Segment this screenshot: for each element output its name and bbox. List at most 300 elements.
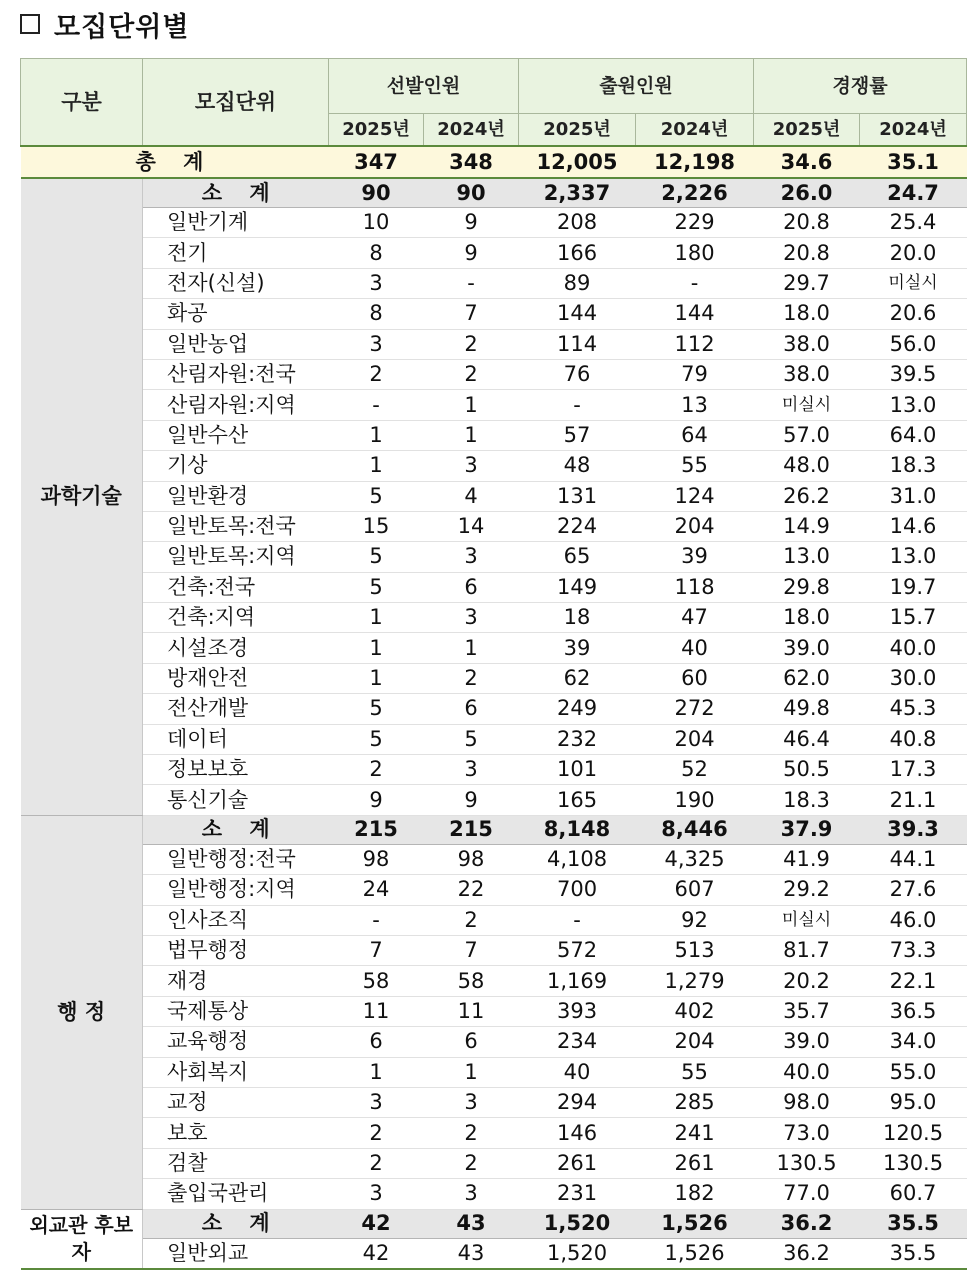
- cell-ratio-2024: 미실시: [860, 268, 967, 298]
- cell-applied-2024: 144: [636, 299, 754, 329]
- unit-name: 건축:지역: [143, 603, 329, 633]
- cell-selected-2024: 1: [424, 390, 519, 420]
- header-applied: 출원인원: [519, 59, 754, 114]
- cell-applied-2024: 79: [636, 359, 754, 389]
- unit-name: 법무행정: [143, 935, 329, 965]
- subtotal-row: [21, 178, 967, 208]
- unit-name: 교정: [143, 1087, 329, 1117]
- table-row: [21, 481, 967, 511]
- total-selected-2025: 347: [329, 146, 424, 178]
- table-row: [21, 1238, 967, 1269]
- cell-applied-2025: 1,169: [519, 966, 636, 996]
- cell-selected-2024: 98: [424, 844, 519, 874]
- cell-selected-2024: 7: [424, 935, 519, 965]
- cell-selected-2025: 1: [329, 451, 424, 481]
- cell-selected-2025: 3: [329, 1087, 424, 1117]
- total-ratio-2024: 35.1: [860, 146, 967, 178]
- total-selected-2024: 348: [424, 146, 519, 178]
- cell-applied-2024: 47: [636, 603, 754, 633]
- unit-name: 보호: [143, 1118, 329, 1148]
- cell-applied-2024: 261: [636, 1148, 754, 1178]
- cell-selected-2025: 42: [329, 1238, 424, 1269]
- cell-ratio-2025: 130.5: [754, 1148, 860, 1178]
- table-row: [21, 996, 967, 1026]
- unit-name: 검찰: [143, 1148, 329, 1178]
- cell-ratio-2024: 34.0: [860, 1027, 967, 1057]
- cell-ratio-2025: 40.0: [754, 1057, 860, 1087]
- cell-selected-2024: 3: [424, 451, 519, 481]
- cell-ratio-2024: 21.1: [860, 785, 967, 815]
- subtotal-ratio-2025: 37.9: [754, 815, 860, 844]
- table-row: [21, 572, 967, 602]
- unit-name: 방재안전: [143, 663, 329, 693]
- cell-selected-2025: 3: [329, 1179, 424, 1209]
- cell-applied-2025: 57: [519, 420, 636, 450]
- unit-name: 국제통상: [143, 996, 329, 1026]
- subtotal-applied-2025: 8,148: [519, 815, 636, 844]
- group-label: 외교관 후보자: [21, 1209, 143, 1269]
- cell-selected-2025: 1: [329, 420, 424, 450]
- unit-name: 출입국관리: [143, 1179, 329, 1209]
- cell-selected-2024: 2: [424, 1148, 519, 1178]
- table-row: [21, 844, 967, 874]
- cell-applied-2025: 572: [519, 935, 636, 965]
- subtotal-applied-2024: 2,226: [636, 178, 754, 208]
- cell-ratio-2025: 41.9: [754, 844, 860, 874]
- cell-selected-2024: 9: [424, 785, 519, 815]
- cell-applied-2024: 204: [636, 511, 754, 541]
- cell-ratio-2025: 73.0: [754, 1118, 860, 1148]
- total-label: 총 계: [21, 146, 329, 178]
- subtotal-selected-2025: 215: [329, 815, 424, 844]
- table-row: [21, 329, 967, 359]
- cell-ratio-2024: 15.7: [860, 603, 967, 633]
- table-row: [21, 755, 967, 785]
- cell-selected-2024: 3: [424, 1179, 519, 1209]
- cell-selected-2024: 2: [424, 663, 519, 693]
- cell-selected-2025: 5: [329, 572, 424, 602]
- unit-name: 인사조직: [143, 905, 329, 935]
- cell-ratio-2024: 39.5: [860, 359, 967, 389]
- cell-applied-2025: 149: [519, 572, 636, 602]
- total-applied-2024: 12,198: [636, 146, 754, 178]
- subtotal-row: [21, 1209, 967, 1238]
- cell-applied-2025: 165: [519, 785, 636, 815]
- cell-applied-2025: 231: [519, 1179, 636, 1209]
- unit-name: 재경: [143, 966, 329, 996]
- cell-ratio-2025: 29.2: [754, 875, 860, 905]
- cell-selected-2025: 5: [329, 694, 424, 724]
- cell-ratio-2025: 미실시: [754, 390, 860, 420]
- table-row: [21, 299, 967, 329]
- cell-applied-2025: 131: [519, 481, 636, 511]
- cell-ratio-2024: 17.3: [860, 755, 967, 785]
- cell-selected-2024: 6: [424, 572, 519, 602]
- cell-applied-2024: 204: [636, 724, 754, 754]
- cell-ratio-2024: 14.6: [860, 511, 967, 541]
- cell-selected-2024: 4: [424, 481, 519, 511]
- unit-name: 전자(신설): [143, 268, 329, 298]
- cell-ratio-2024: 60.7: [860, 1179, 967, 1209]
- total-ratio-2025: 34.6: [754, 146, 860, 178]
- cell-applied-2024: 204: [636, 1027, 754, 1057]
- header-ratio-2024: 2024년: [860, 114, 967, 147]
- cell-applied-2024: 60: [636, 663, 754, 693]
- cell-selected-2025: 98: [329, 844, 424, 874]
- subtotal-label: 소 계: [143, 1209, 329, 1238]
- cell-applied-2024: 1,526: [636, 1238, 754, 1269]
- group-label: 과학기술: [21, 178, 143, 815]
- cell-selected-2024: 2: [424, 329, 519, 359]
- cell-ratio-2024: 46.0: [860, 905, 967, 935]
- header-ratio: 경쟁률: [754, 59, 967, 114]
- cell-applied-2025: 144: [519, 299, 636, 329]
- cell-ratio-2024: 44.1: [860, 844, 967, 874]
- table-row: [21, 966, 967, 996]
- unit-name: 전기: [143, 238, 329, 268]
- cell-ratio-2025: 38.0: [754, 329, 860, 359]
- cell-applied-2025: 261: [519, 1148, 636, 1178]
- table-row: [21, 1027, 967, 1057]
- unit-name: 일반토목:지역: [143, 542, 329, 572]
- table-row: [21, 420, 967, 450]
- subtotal-ratio-2024: 39.3: [860, 815, 967, 844]
- unit-name: 기상: [143, 451, 329, 481]
- cell-selected-2024: 6: [424, 1027, 519, 1057]
- cell-applied-2024: 118: [636, 572, 754, 602]
- total-applied-2025: 12,005: [519, 146, 636, 178]
- cell-applied-2024: 39: [636, 542, 754, 572]
- cell-applied-2025: 224: [519, 511, 636, 541]
- cell-ratio-2025: 98.0: [754, 1087, 860, 1117]
- subtotal-ratio-2024: 24.7: [860, 178, 967, 208]
- table-row: [21, 603, 967, 633]
- cell-ratio-2025: 18.3: [754, 785, 860, 815]
- cell-ratio-2024: 13.0: [860, 542, 967, 572]
- header-unit: 모집단위: [143, 59, 329, 147]
- unit-name: 전산개발: [143, 694, 329, 724]
- cell-applied-2025: 76: [519, 359, 636, 389]
- cell-selected-2025: 8: [329, 299, 424, 329]
- cell-selected-2025: 5: [329, 481, 424, 511]
- cell-selected-2025: 1: [329, 663, 424, 693]
- cell-applied-2024: 55: [636, 1057, 754, 1087]
- header-selected-2024: 2024년: [424, 114, 519, 147]
- cell-applied-2025: -: [519, 905, 636, 935]
- cell-applied-2025: 62: [519, 663, 636, 693]
- cell-selected-2024: 3: [424, 755, 519, 785]
- cell-selected-2025: 3: [329, 329, 424, 359]
- cell-ratio-2025: 50.5: [754, 755, 860, 785]
- cell-applied-2024: 13: [636, 390, 754, 420]
- cell-applied-2025: 166: [519, 238, 636, 268]
- cell-ratio-2025: 26.2: [754, 481, 860, 511]
- cell-applied-2024: 229: [636, 208, 754, 238]
- table-row: [21, 1057, 967, 1087]
- subtotal-label: 소 계: [143, 815, 329, 844]
- subtotal-ratio-2025: 36.2: [754, 1209, 860, 1238]
- cell-applied-2025: 40: [519, 1057, 636, 1087]
- cell-applied-2024: 92: [636, 905, 754, 935]
- cell-applied-2025: 146: [519, 1118, 636, 1148]
- table-row: [21, 208, 967, 238]
- cell-applied-2024: 52: [636, 755, 754, 785]
- cell-selected-2024: 22: [424, 875, 519, 905]
- group-label: 행 정: [21, 815, 143, 1209]
- cell-ratio-2024: 22.1: [860, 966, 967, 996]
- cell-ratio-2024: 120.5: [860, 1118, 967, 1148]
- cell-selected-2024: 9: [424, 238, 519, 268]
- cell-selected-2024: 1: [424, 420, 519, 450]
- cell-selected-2025: -: [329, 390, 424, 420]
- cell-selected-2025: 3: [329, 268, 424, 298]
- unit-name: 일반토목:전국: [143, 511, 329, 541]
- cell-ratio-2024: 25.4: [860, 208, 967, 238]
- cell-applied-2024: 180: [636, 238, 754, 268]
- table-row: [21, 511, 967, 541]
- unit-name: 정보보호: [143, 755, 329, 785]
- unit-name: 산림자원:지역: [143, 390, 329, 420]
- cell-selected-2025: 5: [329, 542, 424, 572]
- cell-applied-2025: 393: [519, 996, 636, 1026]
- cell-ratio-2024: 40.8: [860, 724, 967, 754]
- cell-selected-2024: 2: [424, 905, 519, 935]
- unit-name: 산림자원:전국: [143, 359, 329, 389]
- cell-ratio-2024: 55.0: [860, 1057, 967, 1087]
- cell-ratio-2025: 20.8: [754, 208, 860, 238]
- cell-selected-2025: 1: [329, 633, 424, 663]
- cell-ratio-2025: 49.8: [754, 694, 860, 724]
- cell-selected-2025: 8: [329, 238, 424, 268]
- unit-name: 일반환경: [143, 481, 329, 511]
- table-row: [21, 785, 967, 815]
- cell-selected-2025: 10: [329, 208, 424, 238]
- subtotal-label: 소 계: [143, 178, 329, 208]
- cell-selected-2024: 5: [424, 724, 519, 754]
- cell-selected-2024: 1: [424, 633, 519, 663]
- cell-applied-2025: 48: [519, 451, 636, 481]
- cell-ratio-2025: 48.0: [754, 451, 860, 481]
- subtotal-ratio-2025: 26.0: [754, 178, 860, 208]
- section-title: [20, 6, 189, 42]
- cell-applied-2025: 234: [519, 1027, 636, 1057]
- table-row: [21, 694, 967, 724]
- cell-applied-2024: -: [636, 268, 754, 298]
- table-row: [21, 238, 967, 268]
- cell-ratio-2025: 46.4: [754, 724, 860, 754]
- subtotal-applied-2025: 2,337: [519, 178, 636, 208]
- cell-ratio-2025: 39.0: [754, 1027, 860, 1057]
- cell-ratio-2025: 20.8: [754, 238, 860, 268]
- cell-ratio-2024: 30.0: [860, 663, 967, 693]
- cell-selected-2024: 3: [424, 603, 519, 633]
- cell-ratio-2024: 95.0: [860, 1087, 967, 1117]
- cell-selected-2025: 11: [329, 996, 424, 1026]
- unit-name: 시설조경: [143, 633, 329, 663]
- cell-applied-2025: 232: [519, 724, 636, 754]
- cell-ratio-2025: 13.0: [754, 542, 860, 572]
- unit-name: 데이터: [143, 724, 329, 754]
- table-row: [21, 1118, 967, 1148]
- cell-ratio-2025: 29.8: [754, 572, 860, 602]
- header-ratio-2025: 2025년: [754, 114, 860, 147]
- cell-selected-2024: 2: [424, 1118, 519, 1148]
- cell-ratio-2025: 38.0: [754, 359, 860, 389]
- cell-ratio-2024: 73.3: [860, 935, 967, 965]
- cell-ratio-2025: 18.0: [754, 603, 860, 633]
- cell-selected-2024: 6: [424, 694, 519, 724]
- cell-ratio-2024: 36.5: [860, 996, 967, 1026]
- cell-applied-2025: 208: [519, 208, 636, 238]
- section-title-text: 모집단위별: [54, 11, 190, 43]
- subtotal-applied-2024: 8,446: [636, 815, 754, 844]
- cell-ratio-2024: 40.0: [860, 633, 967, 663]
- cell-ratio-2024: 18.3: [860, 451, 967, 481]
- cell-applied-2025: 89: [519, 268, 636, 298]
- cell-applied-2025: 294: [519, 1087, 636, 1117]
- cell-ratio-2024: 45.3: [860, 694, 967, 724]
- unit-name: 건축:전국: [143, 572, 329, 602]
- cell-ratio-2025: 미실시: [754, 905, 860, 935]
- table-row: [21, 542, 967, 572]
- cell-selected-2024: 58: [424, 966, 519, 996]
- header-applied-2024: 2024년: [636, 114, 754, 147]
- cell-ratio-2024: 20.0: [860, 238, 967, 268]
- cell-selected-2025: 24: [329, 875, 424, 905]
- cell-applied-2024: 64: [636, 420, 754, 450]
- subtotal-selected-2024: 215: [424, 815, 519, 844]
- unit-name: 사회복지: [143, 1057, 329, 1087]
- cell-selected-2025: 6: [329, 1027, 424, 1057]
- unit-name: 화공: [143, 299, 329, 329]
- cell-applied-2024: 55: [636, 451, 754, 481]
- cell-applied-2025: 18: [519, 603, 636, 633]
- cell-ratio-2025: 39.0: [754, 633, 860, 663]
- unit-name: 일반농업: [143, 329, 329, 359]
- table-row: [21, 451, 967, 481]
- cell-selected-2024: 3: [424, 1087, 519, 1117]
- cell-ratio-2024: 64.0: [860, 420, 967, 450]
- header-selected-2025: 2025년: [329, 114, 424, 147]
- cell-selected-2025: 7: [329, 935, 424, 965]
- cell-applied-2025: 1,520: [519, 1238, 636, 1269]
- cell-applied-2024: 285: [636, 1087, 754, 1117]
- table-row: [21, 935, 967, 965]
- unit-name: 일반외교: [143, 1238, 329, 1269]
- cell-selected-2025: 2: [329, 1148, 424, 1178]
- header-applied-2025: 2025년: [519, 114, 636, 147]
- cell-applied-2024: 112: [636, 329, 754, 359]
- subtotal-applied-2024: 1,526: [636, 1209, 754, 1238]
- cell-applied-2024: 241: [636, 1118, 754, 1148]
- cell-selected-2025: 1: [329, 603, 424, 633]
- subtotal-selected-2025: 42: [329, 1209, 424, 1238]
- cell-applied-2025: 700: [519, 875, 636, 905]
- subtotal-selected-2025: 90: [329, 178, 424, 208]
- cell-ratio-2025: 57.0: [754, 420, 860, 450]
- table-row: [21, 724, 967, 754]
- cell-selected-2025: 9: [329, 785, 424, 815]
- cell-applied-2024: 40: [636, 633, 754, 663]
- cell-ratio-2025: 29.7: [754, 268, 860, 298]
- cell-ratio-2024: 19.7: [860, 572, 967, 602]
- unit-name: 통신기술: [143, 785, 329, 815]
- cell-ratio-2024: 13.0: [860, 390, 967, 420]
- cell-applied-2024: 190: [636, 785, 754, 815]
- cell-applied-2025: 4,108: [519, 844, 636, 874]
- cell-selected-2025: 2: [329, 359, 424, 389]
- unit-name: 일반수산: [143, 420, 329, 450]
- table-row: [21, 905, 967, 935]
- cell-ratio-2025: 62.0: [754, 663, 860, 693]
- subtotal-selected-2024: 43: [424, 1209, 519, 1238]
- cell-applied-2025: -: [519, 390, 636, 420]
- cell-selected-2025: -: [329, 905, 424, 935]
- table-row: [21, 1179, 967, 1209]
- cell-applied-2024: 1,279: [636, 966, 754, 996]
- cell-selected-2024: 1: [424, 1057, 519, 1087]
- unit-name: 일반행정:전국: [143, 844, 329, 874]
- cell-applied-2025: 114: [519, 329, 636, 359]
- cell-ratio-2025: 77.0: [754, 1179, 860, 1209]
- cell-applied-2024: 124: [636, 481, 754, 511]
- cell-selected-2024: 11: [424, 996, 519, 1026]
- cell-ratio-2025: 20.2: [754, 966, 860, 996]
- cell-selected-2024: 9: [424, 208, 519, 238]
- table-row: [21, 875, 967, 905]
- checkbox-square-icon: [20, 14, 40, 34]
- cell-ratio-2025: 81.7: [754, 935, 860, 965]
- cell-ratio-2024: 130.5: [860, 1148, 967, 1178]
- cell-selected-2025: 1: [329, 1057, 424, 1087]
- cell-applied-2024: 402: [636, 996, 754, 1026]
- table-row: [21, 663, 967, 693]
- table-row: [21, 1148, 967, 1178]
- header-category: 구분: [21, 59, 143, 147]
- subtotal-ratio-2024: 35.5: [860, 1209, 967, 1238]
- cell-ratio-2024: 56.0: [860, 329, 967, 359]
- cell-ratio-2025: 18.0: [754, 299, 860, 329]
- header-selected: 선발인원: [329, 59, 519, 114]
- cell-selected-2025: 2: [329, 755, 424, 785]
- table-row: [21, 633, 967, 663]
- cell-selected-2025: 2: [329, 1118, 424, 1148]
- cell-ratio-2024: 20.6: [860, 299, 967, 329]
- cell-selected-2025: 15: [329, 511, 424, 541]
- cell-selected-2025: 5: [329, 724, 424, 754]
- cell-applied-2024: 4,325: [636, 844, 754, 874]
- cell-selected-2024: 7: [424, 299, 519, 329]
- cell-applied-2024: 607: [636, 875, 754, 905]
- unit-name: 일반기계: [143, 208, 329, 238]
- cell-applied-2024: 182: [636, 1179, 754, 1209]
- cell-applied-2024: 272: [636, 694, 754, 724]
- cell-applied-2025: 65: [519, 542, 636, 572]
- cell-ratio-2025: 14.9: [754, 511, 860, 541]
- cell-selected-2024: -: [424, 268, 519, 298]
- recruitment-table: [20, 58, 967, 1270]
- cell-ratio-2024: 31.0: [860, 481, 967, 511]
- cell-selected-2025: 58: [329, 966, 424, 996]
- subtotal-applied-2025: 1,520: [519, 1209, 636, 1238]
- subtotal-selected-2024: 90: [424, 178, 519, 208]
- subtotal-row: [21, 815, 967, 844]
- cell-applied-2024: 513: [636, 935, 754, 965]
- cell-ratio-2025: 36.2: [754, 1238, 860, 1269]
- total-row: [21, 146, 967, 178]
- table-row: [21, 359, 967, 389]
- cell-selected-2024: 14: [424, 511, 519, 541]
